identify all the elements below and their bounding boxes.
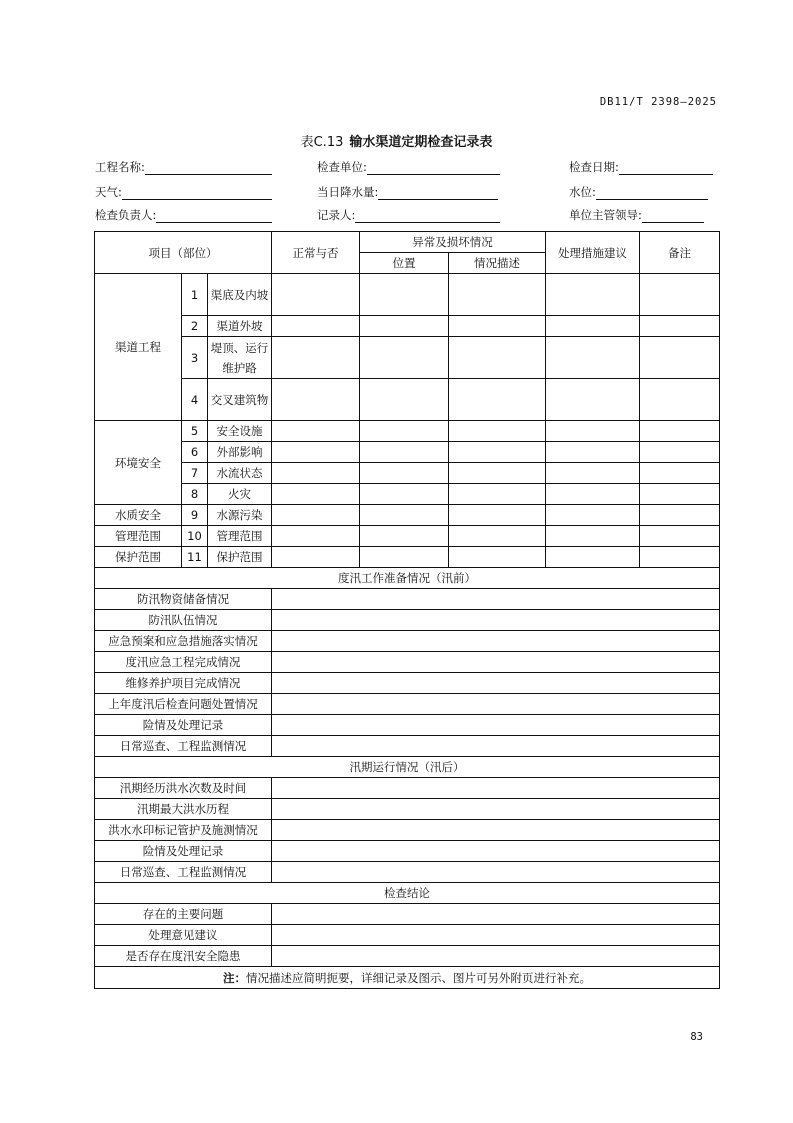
position-cell[interactable] <box>360 547 449 568</box>
document-code: DB11/T 2398—2025 <box>599 96 717 108</box>
item-name: 渠底及内坡 <box>208 274 272 316</box>
description-cell[interactable] <box>449 547 546 568</box>
item-number: 10 <box>182 526 208 547</box>
row-label: 上年度汛后检查问题处置情况 <box>95 694 272 715</box>
table-row <box>95 379 720 421</box>
row-content-cell[interactable] <box>272 694 720 715</box>
table-row <box>95 673 720 694</box>
normal-cell[interactable] <box>272 337 360 379</box>
remarks-cell[interactable] <box>640 421 720 442</box>
table-row <box>95 442 720 463</box>
row-label: 防汛物资储备情况 <box>95 589 272 610</box>
check-unit-field[interactable] <box>317 159 500 175</box>
row-label: 是否存在度汛安全隐患 <box>95 946 272 967</box>
description-cell[interactable] <box>449 484 546 505</box>
header-normal: 正常与否 <box>272 232 360 274</box>
check-leader-label: 检查负责人: <box>95 208 157 222</box>
table-row <box>95 505 720 526</box>
description-cell[interactable] <box>449 316 546 337</box>
rainfall-field[interactable] <box>317 184 498 200</box>
remarks-cell[interactable] <box>640 547 720 568</box>
weather-line[interactable] <box>122 186 272 200</box>
table-row <box>95 484 720 505</box>
normal-cell[interactable] <box>272 442 360 463</box>
remarks-cell[interactable] <box>640 274 720 316</box>
header-item: 项目（部位） <box>95 232 272 274</box>
measures-cell[interactable] <box>546 526 640 547</box>
measures-cell[interactable] <box>546 421 640 442</box>
measures-cell[interactable] <box>546 463 640 484</box>
row-content-cell[interactable] <box>272 820 720 841</box>
normal-cell[interactable] <box>272 505 360 526</box>
row-label: 应急预案和应急措施落实情况 <box>95 631 272 652</box>
row-content-cell[interactable] <box>272 946 720 967</box>
position-cell[interactable] <box>360 316 449 337</box>
recorder-label: 记录人: <box>317 208 356 222</box>
row-label: 维修养护项目完成情况 <box>95 673 272 694</box>
row-label: 洪水水印标记管护及施测情况 <box>95 820 272 841</box>
table-row <box>95 925 720 946</box>
row-content-cell[interactable] <box>272 904 720 925</box>
table-title: 输水渠道定期检查记录表 <box>349 135 493 150</box>
description-cell[interactable] <box>449 421 546 442</box>
item-name: 渠道外坡 <box>208 316 272 337</box>
page-title <box>0 131 793 150</box>
item-number: 8 <box>182 484 208 505</box>
group-water-quality: 水质安全 <box>95 505 182 526</box>
description-cell[interactable] <box>449 505 546 526</box>
water-level-field[interactable] <box>569 184 708 200</box>
row-content-cell[interactable] <box>272 736 720 757</box>
remarks-cell[interactable] <box>640 337 720 379</box>
header-position: 位置 <box>360 253 449 274</box>
table-row <box>95 904 720 925</box>
remarks-cell[interactable] <box>640 442 720 463</box>
position-cell[interactable] <box>360 484 449 505</box>
meta-row-2 <box>95 184 718 200</box>
group-protection: 保护范围 <box>95 547 182 568</box>
group-channel: 渠道工程 <box>95 274 182 421</box>
description-cell[interactable] <box>449 379 546 421</box>
normal-cell[interactable] <box>272 547 360 568</box>
row-content-cell[interactable] <box>272 610 720 631</box>
item-name: 火灾 <box>208 484 272 505</box>
row-label: 日常巡查、工程监测情况 <box>95 736 272 757</box>
table-row <box>95 694 720 715</box>
table-row <box>95 463 720 484</box>
header-abnormal: 异常及损坏情况 <box>360 232 546 253</box>
item-number: 3 <box>182 337 208 379</box>
table-row <box>95 589 720 610</box>
item-name: 交叉建筑物 <box>208 379 272 421</box>
item-number: 7 <box>182 463 208 484</box>
row-content-cell[interactable] <box>272 862 720 883</box>
section-row <box>95 757 720 778</box>
section-row <box>95 883 720 904</box>
table-row <box>95 610 720 631</box>
table-row <box>95 316 720 337</box>
position-cell[interactable] <box>360 274 449 316</box>
section-row <box>95 568 720 589</box>
table-row <box>95 526 720 547</box>
project-name-line[interactable] <box>145 161 272 175</box>
remarks-cell[interactable] <box>640 526 720 547</box>
table-row <box>95 841 720 862</box>
remarks-cell[interactable] <box>640 505 720 526</box>
normal-cell[interactable] <box>272 526 360 547</box>
position-cell[interactable] <box>360 379 449 421</box>
position-cell[interactable] <box>360 337 449 379</box>
note-row <box>95 967 720 989</box>
item-number: 9 <box>182 505 208 526</box>
table-row <box>95 778 720 799</box>
row-label: 险情及处理记录 <box>95 715 272 736</box>
normal-cell[interactable] <box>272 316 360 337</box>
row-content-cell[interactable] <box>272 841 720 862</box>
table-row <box>95 547 720 568</box>
position-cell[interactable] <box>360 526 449 547</box>
description-cell[interactable] <box>449 442 546 463</box>
row-content-cell[interactable] <box>272 925 720 946</box>
row-content-cell[interactable] <box>272 631 720 652</box>
remarks-cell[interactable] <box>640 484 720 505</box>
meta-row-1 <box>95 159 718 175</box>
header-row <box>95 232 720 253</box>
table-row <box>95 736 720 757</box>
group-environment: 环境安全 <box>95 421 182 505</box>
position-cell[interactable] <box>360 463 449 484</box>
row-content-cell[interactable] <box>272 589 720 610</box>
measures-cell[interactable] <box>546 274 640 316</box>
description-cell[interactable] <box>449 463 546 484</box>
recorder-line[interactable] <box>355 209 500 223</box>
check-date-field[interactable] <box>569 159 713 175</box>
row-content-cell[interactable] <box>272 652 720 673</box>
remarks-cell[interactable] <box>640 316 720 337</box>
project-name-field[interactable] <box>95 159 272 175</box>
check-date-label: 检查日期: <box>569 160 619 174</box>
row-label: 日常巡查、工程监测情况 <box>95 862 272 883</box>
table-row <box>95 631 720 652</box>
row-label: 处理意见建议 <box>95 925 272 946</box>
group-management: 管理范围 <box>95 526 182 547</box>
note-label: 注： <box>223 970 247 985</box>
measures-cell[interactable] <box>546 442 640 463</box>
conclusion-title: 检查结论 <box>95 883 720 904</box>
rainfall-line[interactable] <box>378 186 498 200</box>
check-leader-field[interactable] <box>95 207 272 223</box>
measures-cell[interactable] <box>546 484 640 505</box>
weather-label: 天气: <box>95 185 122 199</box>
position-cell[interactable] <box>360 442 449 463</box>
item-number: 6 <box>182 442 208 463</box>
row-label: 汛期经历洪水次数及时间 <box>95 778 272 799</box>
header-description: 情况描述 <box>449 253 546 274</box>
header-remarks: 备注 <box>640 232 720 274</box>
header-measures: 处理措施建议 <box>546 232 640 274</box>
table-row <box>95 799 720 820</box>
row-content-cell[interactable] <box>272 799 720 820</box>
description-cell[interactable] <box>449 274 546 316</box>
remarks-cell[interactable] <box>640 379 720 421</box>
table-row <box>95 652 720 673</box>
normal-cell[interactable] <box>272 379 360 421</box>
pre-flood-title: 度汛工作准备情况（汛前） <box>95 568 720 589</box>
table-row <box>95 820 720 841</box>
item-name: 水源污染 <box>208 505 272 526</box>
position-cell[interactable] <box>360 505 449 526</box>
item-name: 管理范围 <box>208 526 272 547</box>
rainfall-label: 当日降水量: <box>317 185 379 199</box>
item-number: 5 <box>182 421 208 442</box>
water-level-label: 水位: <box>569 185 596 199</box>
weather-field[interactable] <box>95 184 272 200</box>
item-number: 2 <box>182 316 208 337</box>
normal-cell[interactable] <box>272 274 360 316</box>
table-row <box>95 715 720 736</box>
table-row <box>95 946 720 967</box>
position-cell[interactable] <box>360 421 449 442</box>
item-name: 外部影响 <box>208 442 272 463</box>
row-label: 防汛队伍情况 <box>95 610 272 631</box>
measures-cell[interactable] <box>546 379 640 421</box>
remarks-cell[interactable] <box>640 463 720 484</box>
item-number: 1 <box>182 274 208 316</box>
row-content-cell[interactable] <box>272 673 720 694</box>
row-label: 汛期最大洪水历程 <box>95 799 272 820</box>
note-cell <box>95 967 720 989</box>
project-name-label: 工程名称: <box>95 160 145 174</box>
check-leader-line[interactable] <box>156 209 272 223</box>
table-row <box>95 337 720 379</box>
normal-cell[interactable] <box>272 421 360 442</box>
table-row <box>95 862 720 883</box>
table-number: 表C.13 <box>300 135 344 150</box>
table-row <box>95 421 720 442</box>
page-number: 83 <box>690 1031 703 1043</box>
description-cell[interactable] <box>449 337 546 379</box>
unit-leader-field[interactable] <box>569 207 704 223</box>
check-unit-line[interactable] <box>367 161 500 175</box>
row-content-cell[interactable] <box>272 778 720 799</box>
item-name: 堤顶、运行维护路 <box>208 337 272 379</box>
measures-cell[interactable] <box>546 337 640 379</box>
item-number: 4 <box>182 379 208 421</box>
row-label: 险情及处理记录 <box>95 841 272 862</box>
measures-cell[interactable] <box>546 547 640 568</box>
measures-cell[interactable] <box>546 316 640 337</box>
check-unit-label: 检查单位: <box>317 160 367 174</box>
unit-leader-line[interactable] <box>642 209 704 223</box>
description-cell[interactable] <box>449 526 546 547</box>
water-level-line[interactable] <box>596 186 708 200</box>
measures-cell[interactable] <box>546 505 640 526</box>
post-flood-title: 汛期运行情况（汛后） <box>95 757 720 778</box>
row-label: 度汛应急工程完成情况 <box>95 652 272 673</box>
item-name: 安全设施 <box>208 421 272 442</box>
row-label: 存在的主要问题 <box>95 904 272 925</box>
normal-cell[interactable] <box>272 484 360 505</box>
inspection-table <box>94 231 720 989</box>
check-date-line[interactable] <box>619 161 713 175</box>
row-content-cell[interactable] <box>272 715 720 736</box>
item-name: 水流状态 <box>208 463 272 484</box>
item-name: 保护范围 <box>208 547 272 568</box>
note-text: 情况描述应简明扼要，详细记录及图示、图片可另外附页进行补充。 <box>246 970 592 985</box>
item-number: 11 <box>182 547 208 568</box>
unit-leader-label: 单位主管领导: <box>569 208 642 222</box>
table-row <box>95 274 720 316</box>
meta-row-3 <box>95 207 718 223</box>
recorder-field[interactable] <box>317 207 500 223</box>
normal-cell[interactable] <box>272 463 360 484</box>
